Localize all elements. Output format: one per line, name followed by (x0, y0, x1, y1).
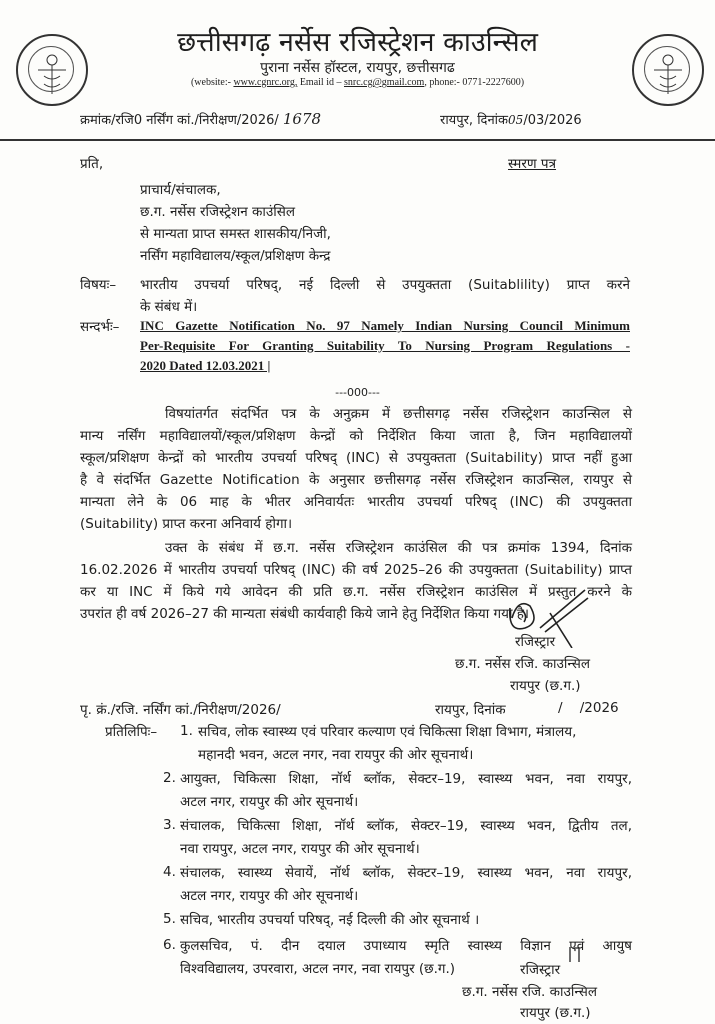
addressee-line: प्राचार्य/संचालक, (140, 182, 221, 198)
copy-item-line: संचालक, चिकित्सा शिक्षा, नॉर्थ ब्लॉक, सेक्टर–19, स्वास्थ्य भवन, द्वितीय तल, (180, 818, 632, 834)
body-line: (Suitability) प्राप्त करना अनिवार्य होगा। (80, 516, 293, 532)
council-contact (0, 77, 715, 88)
to-label: प्रति, (80, 156, 104, 172)
signatory-title: रजिस्ट्रार (520, 962, 561, 978)
letter-date (440, 110, 582, 128)
addressee-line: से मान्यता प्राप्त समस्त शासकीय/निजी, (140, 226, 331, 242)
copy-item-number: 6. (163, 937, 176, 953)
header-divider (0, 139, 715, 141)
copy-item-number: 3. (163, 817, 176, 833)
reference-line: INC Gazette Notification No. 97 Namely Indian Nursing Council Minimum (140, 318, 630, 333)
council-title: छत्तीसगढ़ नर्सेस रजिस्ट्रेशन काउन्सिल (177, 27, 538, 58)
copy-item-line: नवा रायपुर, अटल नगर, रायपुर की ओर सूचनार्थ। (180, 841, 420, 857)
body-line: मान्यता लेने के 06 माह के भीतर अनिवार्यतः भारतीय उपचर्या परिषद् (INC) की उपयुक्तता (80, 494, 632, 510)
body-line: उक्त के संबंध में छ.ग. नर्सेस रजिस्ट्रेशन काउंसिल की पत्र क्रमांक 1394, दिनांक (165, 540, 632, 556)
copy-item-line: महानदी भवन, अटल नगर, नवा रायपुर की ओर सूचनार्थ। (198, 747, 474, 763)
endorsement-number: पृ. क्रं./रजि. नर्सिंग कां./निरीक्षण/2026/ (80, 702, 281, 718)
reference-line: Per-Requisite For Granting Suitability To Nursing Program Regulations - (140, 338, 630, 353)
date-label: रायपुर, दिनांक (440, 113, 509, 128)
body-line: है वे संदर्भित Gazette Notification के अनुसार छत्तीसगढ़ नर्सेस रजिस्ट्रेशन काउन्सिल, रायपुर से (80, 472, 632, 488)
body-line: 16.02.2026 में भारतीय उपचर्या परिषद् (INC) की वर्ष 2025–26 की उपयुक्तता (Suitability) प्राप्त (80, 562, 632, 578)
copy-item-line: अटल नगर, रायपुर की ओर सूचनार्थ। (180, 888, 359, 904)
body-line: स्कूल/प्रशिक्षण केन्द्रों को भारतीय उपचर्या परिषद् (INC) से उपयुक्तता (Suitability) प्राप्त नहीं हुआ (80, 450, 632, 466)
contact-prefix: (website:- (190, 77, 234, 88)
letter-number (80, 110, 321, 128)
website-link[interactable]: www.cgnrc.org, (233, 77, 298, 88)
copy-item-line: सचिव, भारतीय उपचर्या परिषद्, नई दिल्ली की ओर सूचनार्थ । (180, 912, 480, 928)
body-line: विषयांतर्गत संदर्भित पत्र के अनुक्रम में छत्तीसगढ़ नर्सेस रजिस्ट्रेशन काउन्सिल से (165, 406, 632, 422)
reference-line: 2020 Dated 12.03.2021 | (140, 358, 271, 373)
signatory-place: रायपुर (छ.ग.) (510, 678, 581, 694)
copy-item-line: आयुक्त, चिकित्सा शिक्षा, नॉर्थ ब्लॉक, सेक्टर–19, स्वास्थ्य भवन, नवा रायपुर, (180, 771, 632, 787)
body-line: उपरांत ही वर्ष 2026–27 की मान्यता संबंधी कार्यवाही किये जाने हेतु निर्देशित किया गया है। (80, 606, 530, 622)
email-label: Email id – (297, 77, 344, 88)
copy-item-line: विश्वविद्यालय, उपरवारा, अटल नगर, नवा रायपुर (छ.ग.) (180, 961, 456, 977)
subject-line: के संबंध में। (140, 299, 198, 315)
letter-number-label: क्रमांक/रजि0 नर्सिंग कां./निरीक्षण/2026/ (80, 113, 279, 128)
phone: , phone:- 0771-2227600) (424, 77, 525, 88)
letter-number-handwritten: 1678 (282, 110, 322, 128)
addressee-line: नर्सिंग महाविद्यालय/स्कूल/प्रशिक्षण केन्द्र (140, 248, 331, 264)
copy-item-line: कुलसचिव, पं. दीन दयाल उपाध्याय स्मृति स्वास्थ्य विज्ञान एवं आयुष (180, 938, 632, 954)
subject-line: भारतीय उपचर्या परिषद्, नई दिल्ली से उपयुक्तता (Suitablility) प्राप्त करने (140, 277, 630, 293)
signatory-org: छ.ग. नर्सेस रजि. काउन्सिल (455, 656, 590, 672)
council-address: पुराना नर्सेस हॉस्टल, रायपुर, छत्तीसगढ (260, 60, 455, 76)
signatory-title: रजिस्ट्रार (515, 634, 556, 650)
copy-item-number: 2. (163, 770, 176, 786)
registrar-initial (565, 944, 585, 964)
email-link[interactable]: snrc.cg@gmail.com (344, 77, 425, 88)
copy-item-line: अटल नगर, रायपुर की ओर सूचनार्थ। (180, 794, 359, 810)
body-line: कर या INC में किये गये आवेदन की प्रति छ.ग. नर्सेस रजिस्ट्रेशन काउंसिल में प्रस्तुत करने के (80, 584, 632, 600)
reference-label: सन्दर्भः– (80, 319, 120, 335)
endorsement-date-label: रायपुर, दिनांक (435, 702, 506, 718)
copy-item-line: सचिव, लोक स्वास्थ्य एवं परिवार कल्याण एवं चिकित्सा शिक्षा विभाग, मंत्रालय, (198, 724, 577, 740)
signatory-org: छ.ग. नर्सेस रजि. काउन्सिल (462, 984, 597, 1000)
signatory-place: रायपुर (छ.ग.) (520, 1005, 591, 1021)
date-day: 05 (508, 113, 524, 127)
copy-item-number: 1. (180, 723, 193, 739)
separator: ---000--- (335, 386, 380, 399)
copy-label: प्रतिलिपिः– (105, 724, 158, 740)
reminder-tag: स्मरण पत्र (508, 156, 557, 172)
endorsement-date: / /2026 (558, 700, 619, 716)
addressee-line: छ.ग. नर्सेस रजिस्ट्रेशन काउंसिल (140, 204, 296, 220)
subject-label: विषयः– (80, 277, 117, 293)
date-rest: /03/2026 (523, 113, 582, 128)
body-line: मान्य नर्सिंग महाविद्यालयों/स्कूल/प्रशिक्षण केन्द्रों को निर्देशित किया जाता है, जिन महाविद्यालयों (80, 428, 632, 444)
copy-item-number: 5. (163, 911, 176, 927)
copy-item-number: 4. (163, 864, 176, 880)
copy-item-line: संचालक, स्वास्थ्य सेवायें, नॉर्थ ब्लॉक, सेक्टर–19, स्वास्थ्य भवन, नवा रायपुर, (180, 865, 632, 881)
